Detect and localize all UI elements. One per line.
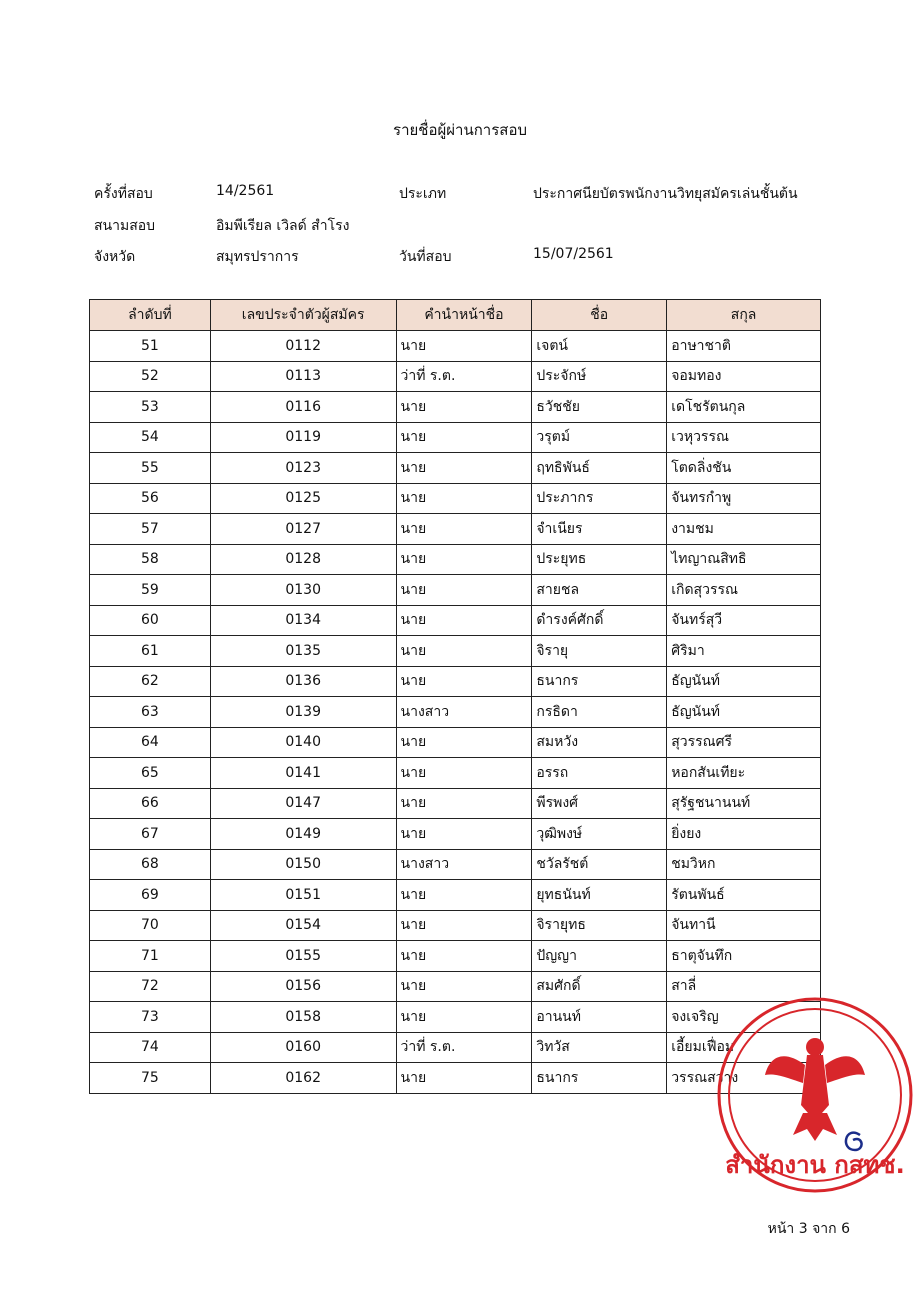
cell-last-name: โตดลิ่งชัน [667, 453, 821, 484]
cell-last-name: หอกสันเทียะ [667, 758, 821, 789]
header-sequence: ลำดับที่ [90, 300, 211, 331]
cell-last-name: สุวรรณศรี [667, 727, 821, 758]
signature-mark [846, 1133, 862, 1150]
table-row [90, 514, 821, 545]
table-row [90, 849, 821, 880]
cell-sequence: 62 [90, 666, 211, 697]
cell-last-name: งามชม [667, 514, 821, 545]
cell-first-name: วรุตม์ [532, 422, 667, 453]
cell-first-name: พีรพงศ์ [532, 788, 667, 819]
cell-applicant-id: 0112 [210, 331, 396, 362]
cell-prefix: นาย [396, 758, 532, 789]
table-row [90, 453, 821, 484]
cell-applicant-id: 0127 [210, 514, 396, 545]
cell-prefix: นาย [396, 941, 532, 972]
cell-sequence: 73 [90, 1002, 211, 1033]
cell-sequence: 57 [90, 514, 211, 545]
table-row [90, 1063, 821, 1094]
cell-applicant-id: 0123 [210, 453, 396, 484]
cell-applicant-id: 0162 [210, 1063, 396, 1094]
cell-applicant-id: 0134 [210, 605, 396, 636]
cell-last-name: ศิริมา [667, 636, 821, 667]
cell-last-name: ไทญาณสิทธิ [667, 544, 821, 575]
cell-last-name: สุรัฐชนานนท์ [667, 788, 821, 819]
cell-sequence: 64 [90, 727, 211, 758]
cell-prefix: นางสาว [396, 849, 532, 880]
cell-first-name: ธนากร [532, 1063, 667, 1094]
cell-sequence: 55 [90, 453, 211, 484]
cell-prefix: นาย [396, 819, 532, 850]
cell-prefix: นาย [396, 666, 532, 697]
table-row [90, 1032, 821, 1063]
cell-first-name: วุฒิพงษ์ [532, 819, 667, 850]
cell-sequence: 59 [90, 575, 211, 606]
nbtc-seal-stamp [715, 995, 915, 1195]
cell-sequence: 74 [90, 1032, 211, 1063]
date-value: 15/07/2561 [533, 246, 614, 262]
table-row [90, 697, 821, 728]
province-label: จังหวัด [94, 249, 136, 265]
cell-sequence: 52 [90, 361, 211, 392]
cell-first-name: สายชล [532, 575, 667, 606]
table-row [90, 910, 821, 941]
cell-sequence: 71 [90, 941, 211, 972]
venue-value: อิมพีเรียล เวิลด์ สำโรง [216, 218, 350, 234]
cell-last-name: อาษาชาติ [667, 331, 821, 362]
cell-last-name: เอี้ยมเฟื่อม [667, 1032, 821, 1063]
garuda-emblem-icon [765, 1038, 865, 1141]
table-row [90, 575, 821, 606]
cell-last-name: วรรณสว่าง [667, 1063, 821, 1094]
cell-prefix: นาย [396, 636, 532, 667]
table-row [90, 1002, 821, 1033]
cell-first-name: ดำรงค์ศักดิ์ [532, 605, 667, 636]
table-row [90, 483, 821, 514]
cell-first-name: จำเนียร [532, 514, 667, 545]
cell-prefix: นาย [396, 544, 532, 575]
cell-first-name: ยุทธนันท์ [532, 880, 667, 911]
cell-prefix: นาย [396, 1002, 532, 1033]
passed-candidates-table [89, 299, 821, 1094]
cell-last-name: เวหุวรรณ [667, 422, 821, 453]
page-number: หน้า 3 จาก 6 [767, 1221, 850, 1237]
cell-first-name: ชวัลรัชต์ [532, 849, 667, 880]
cell-prefix: ว่าที่ ร.ต. [396, 1032, 532, 1063]
cell-last-name: เกิดสุวรรณ [667, 575, 821, 606]
cell-applicant-id: 0158 [210, 1002, 396, 1033]
cell-sequence: 67 [90, 819, 211, 850]
table-row [90, 361, 821, 392]
cell-applicant-id: 0155 [210, 941, 396, 972]
cell-prefix: นาย [396, 605, 532, 636]
table-row [90, 605, 821, 636]
cell-last-name: ชมวิหก [667, 849, 821, 880]
cell-applicant-id: 0149 [210, 819, 396, 850]
cell-applicant-id: 0154 [210, 910, 396, 941]
table-row [90, 941, 821, 972]
table-row [90, 392, 821, 423]
cell-last-name: จันทรกำพู [667, 483, 821, 514]
cell-applicant-id: 0139 [210, 697, 396, 728]
cell-sequence: 75 [90, 1063, 211, 1094]
cell-first-name: จิรายุทธ [532, 910, 667, 941]
cell-last-name: ธาตุจันทึก [667, 941, 821, 972]
cell-applicant-id: 0156 [210, 971, 396, 1002]
cell-last-name: สาลี่ [667, 971, 821, 1002]
header-prefix: คำนำหน้าชื่อ [396, 300, 532, 331]
cell-sequence: 61 [90, 636, 211, 667]
cell-last-name: จงเจริญ [667, 1002, 821, 1033]
cell-applicant-id: 0160 [210, 1032, 396, 1063]
cell-first-name: อรรถ [532, 758, 667, 789]
table-row [90, 544, 821, 575]
cell-prefix: นาย [396, 575, 532, 606]
cell-first-name: วิทวัส [532, 1032, 667, 1063]
cell-first-name: ธวัชชัย [532, 392, 667, 423]
table-row [90, 331, 821, 362]
cell-first-name: กรธิดา [532, 697, 667, 728]
cell-prefix: นาย [396, 483, 532, 514]
cell-first-name: ธนากร [532, 666, 667, 697]
document-title: รายชื่อผู้ผ่านการสอบ [393, 121, 527, 139]
cell-prefix: นาย [396, 880, 532, 911]
cell-sequence: 56 [90, 483, 211, 514]
cell-first-name: จิรายุ [532, 636, 667, 667]
table-row [90, 819, 821, 850]
cell-last-name: จันทร์สุวี [667, 605, 821, 636]
cell-sequence: 66 [90, 788, 211, 819]
type-value: ประกาศนียบัตรพนักงานวิทยุสมัครเล่นชั้นต้น [533, 186, 798, 202]
cell-prefix: นาย [396, 788, 532, 819]
cell-applicant-id: 0151 [210, 880, 396, 911]
cell-last-name: เดโชรัตนกุล [667, 392, 821, 423]
cell-sequence: 68 [90, 849, 211, 880]
cell-first-name: ประยุทธ [532, 544, 667, 575]
province-value: สมุทรปราการ [216, 249, 299, 265]
cell-first-name: เจตน์ [532, 331, 667, 362]
cell-prefix: ว่าที่ ร.ต. [396, 361, 532, 392]
table-header-row [90, 300, 821, 331]
cell-sequence: 69 [90, 880, 211, 911]
cell-last-name: จันทานี [667, 910, 821, 941]
cell-last-name: ยิ่งยง [667, 819, 821, 850]
cell-last-name: ธัญนันท์ [667, 666, 821, 697]
table-row [90, 422, 821, 453]
cell-prefix: นาย [396, 422, 532, 453]
cell-applicant-id: 0116 [210, 392, 396, 423]
seal-text: สำนักงาน กสทช. [725, 1151, 905, 1179]
round-label: ครั้งที่สอบ [94, 186, 153, 202]
cell-last-name: จอมทอง [667, 361, 821, 392]
cell-first-name: อานนท์ [532, 1002, 667, 1033]
header-last-name: สกุล [667, 300, 821, 331]
date-label: วันที่สอบ [399, 249, 452, 265]
table-row [90, 788, 821, 819]
cell-prefix: นาย [396, 910, 532, 941]
cell-applicant-id: 0135 [210, 636, 396, 667]
cell-applicant-id: 0128 [210, 544, 396, 575]
cell-sequence: 72 [90, 971, 211, 1002]
header-first-name: ชื่อ [532, 300, 667, 331]
venue-label: สนามสอบ [94, 218, 156, 234]
cell-prefix: นาย [396, 514, 532, 545]
cell-applicant-id: 0130 [210, 575, 396, 606]
table-row [90, 880, 821, 911]
cell-applicant-id: 0113 [210, 361, 396, 392]
cell-sequence: 60 [90, 605, 211, 636]
cell-last-name: ธัญนันท์ [667, 697, 821, 728]
table-row [90, 636, 821, 667]
cell-applicant-id: 0141 [210, 758, 396, 789]
cell-prefix: นาย [396, 1063, 532, 1094]
cell-last-name: รัตนพันธ์ [667, 880, 821, 911]
cell-prefix: นาย [396, 392, 532, 423]
cell-sequence: 53 [90, 392, 211, 423]
type-label: ประเภท [399, 186, 447, 202]
cell-applicant-id: 0150 [210, 849, 396, 880]
cell-applicant-id: 0136 [210, 666, 396, 697]
cell-sequence: 65 [90, 758, 211, 789]
cell-prefix: นาย [396, 727, 532, 758]
round-value: 14/2561 [216, 183, 275, 199]
cell-applicant-id: 0125 [210, 483, 396, 514]
cell-first-name: ประภากร [532, 483, 667, 514]
table-row [90, 727, 821, 758]
cell-applicant-id: 0140 [210, 727, 396, 758]
table-row [90, 758, 821, 789]
table-row [90, 971, 821, 1002]
cell-first-name: ฤทธิพันธ์ [532, 453, 667, 484]
cell-sequence: 51 [90, 331, 211, 362]
header-applicant-id: เลขประจำตัวผู้สมัคร [210, 300, 396, 331]
cell-applicant-id: 0147 [210, 788, 396, 819]
cell-prefix: นาย [396, 331, 532, 362]
cell-first-name: ประจักษ์ [532, 361, 667, 392]
cell-first-name: สมศักดิ์ [532, 971, 667, 1002]
cell-first-name: สมหวัง [532, 727, 667, 758]
cell-prefix: นาย [396, 971, 532, 1002]
cell-sequence: 63 [90, 697, 211, 728]
cell-sequence: 70 [90, 910, 211, 941]
cell-prefix: นาย [396, 453, 532, 484]
cell-prefix: นางสาว [396, 697, 532, 728]
table-row [90, 666, 821, 697]
cell-first-name: ปัญญา [532, 941, 667, 972]
cell-sequence: 58 [90, 544, 211, 575]
cell-applicant-id: 0119 [210, 422, 396, 453]
cell-sequence: 54 [90, 422, 211, 453]
